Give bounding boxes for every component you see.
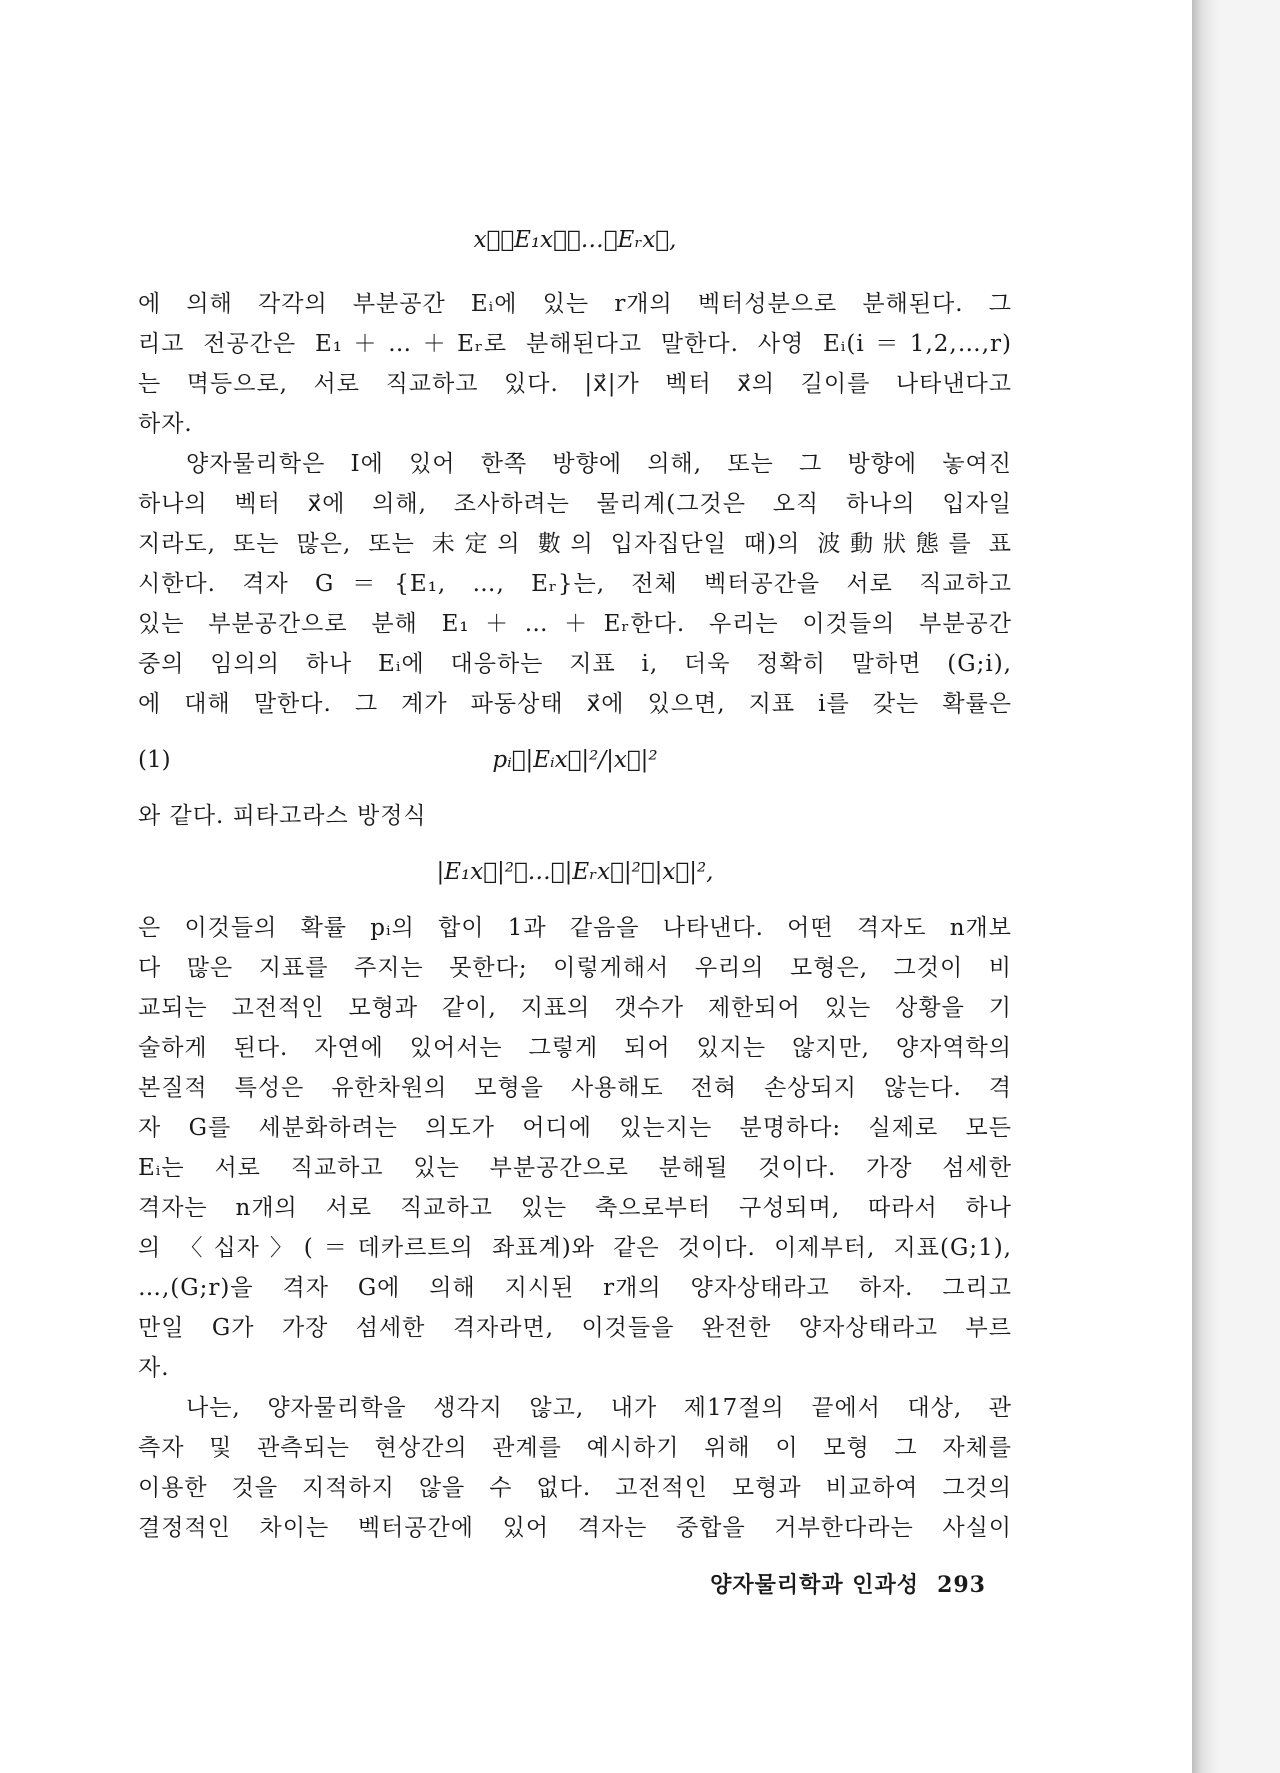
text-line: 은 이것들의 확률 pᵢ의 합이 1과 같음을 나타낸다. 어떤 격자도 n개보 [138, 915, 1012, 941]
text-line: 하나의 벡터 x⃗에 의해, 조사하려는 물리계(그것은 오직 하나의 입자일 [138, 491, 1012, 517]
equation-number: (1) [138, 747, 171, 773]
text-line: 양자물리학은 I에 있어 한쪽 방향에 의해, 또는 그 방향에 놓여진 [186, 451, 1012, 477]
page-number: 293 [937, 1572, 986, 1598]
text-line: 에 대해 말한다. 그 계가 파동상태 x⃗에 있으면, 지표 i를 갖는 확률은 [138, 691, 1012, 717]
text-line: 측자 및 관측되는 현상간의 관계를 예시하기 위해 이 모형 그 자체를 [138, 1435, 1012, 1461]
text-line: Eᵢ는 서로 직교하고 있는 부분공간으로 분해될 것이다. 가장 섬세한 [138, 1155, 1012, 1181]
equation-probability-formula: pᵢ＝|Eᵢx⃗|²/|x⃗|² [492, 747, 658, 773]
text-line: 다 많은 지표를 주지는 못한다; 이렇게해서 우리의 모형은, 그것이 비 [138, 955, 1012, 981]
text-line: 의 〈십자〉(＝데카르트의 좌표계)와 같은 것이다. 이제부터, 지표(G;1), [138, 1235, 1012, 1261]
paragraph-2 [138, 444, 1012, 724]
running-footer [138, 1568, 986, 1599]
text-line: 시한다. 격자 G＝{E₁, …, Eᵣ}는, 전체 벡터공간을 서로 직교하고 [138, 571, 1012, 597]
text-line: 리고 전공간은 E₁＋…＋Eᵣ로 분해된다고 말한다. 사영 Eᵢ(i＝1,2,…,r) [138, 331, 1012, 357]
text-line: 중의 임의의 하나 Eᵢ에 대응하는 지표 i, 더욱 정확히 말하면 (G;i), [138, 651, 1012, 677]
text-line: 있는 부분공간으로 분해 E₁＋…＋Eᵣ한다. 우리는 이것들의 부분공간 [138, 611, 1012, 637]
text-line: 이용한 것을 지적하지 않을 수 없다. 고전적인 모형과 비교하여 그것의 [138, 1475, 1012, 1501]
paragraph-5 [138, 1388, 1012, 1548]
text-line: 결정적인 차이는 벡터공간에 있어 격자는 중합을 거부한다라는 사실이 [138, 1515, 1012, 1541]
text-line: 교되는 고전적인 모형과 같이, 지표의 갯수가 제한되어 있는 상황을 기 [138, 995, 1012, 1021]
text-line: 나는, 양자물리학을 생각지 않고, 내가 제17절의 끝에서 대상, 관 [186, 1395, 1012, 1421]
text-line: 만일 G가 가장 섬세한 격자라면, 이것들을 완전한 양자상태라고 부르 [138, 1315, 1012, 1341]
text-line: 는 멱등으로, 서로 직교하고 있다. |x⃗|가 벡터 x⃗의 길이를 나타낸다고 [138, 371, 1012, 397]
paragraph-1 [138, 284, 1012, 444]
text-line: 자. [138, 1355, 170, 1381]
text-line: 술하게 된다. 자연에 있어서는 그렇게 되어 있지는 않지만, 양자역학의 [138, 1035, 1012, 1061]
text-line: 와 같다. 피타고라스 방정식 [138, 803, 427, 829]
text-line: 에 의해 각각의 부분공간 Eᵢ에 있는 r개의 벡터성분으로 분해된다. 그 [138, 291, 1012, 317]
text-line: 하자. [138, 411, 193, 437]
equation-probability [138, 740, 1012, 780]
equation-decomposition: x⃗＝E₁x⃗＋…＋Eᵣx⃗, [473, 227, 677, 253]
text-line: 본질적 특성은 유한차원의 모형을 사용해도 전혀 손상되지 않는다. 격 [138, 1075, 1012, 1101]
equation-pythagoras: |E₁x⃗|²＋…＋|Eᵣx⃗|²＝|x⃗|², [436, 859, 714, 885]
text-line: 지라도, 또는 많은, 또는 未定의 數의 입자집단일 때)의 波動狀態를 표 [138, 531, 1012, 557]
page-edge-shadow [1192, 0, 1218, 1773]
text-line: 자 G를 세분화하려는 의도가 어디에 있는지는 분명하다: 실제로 모든 [138, 1115, 1012, 1141]
paragraph-4 [138, 908, 1012, 1388]
footer-title: 양자물리학과 인과성 [710, 1572, 920, 1598]
page-body [138, 220, 1012, 1548]
text-line: 격자는 n개의 서로 직교하고 있는 축으로부터 구성되며, 따라서 하나 [138, 1195, 1012, 1221]
text-line: …,(G;r)을 격자 G에 의해 지시된 r개의 양자상태라고 하자. 그리고 [138, 1275, 1012, 1301]
